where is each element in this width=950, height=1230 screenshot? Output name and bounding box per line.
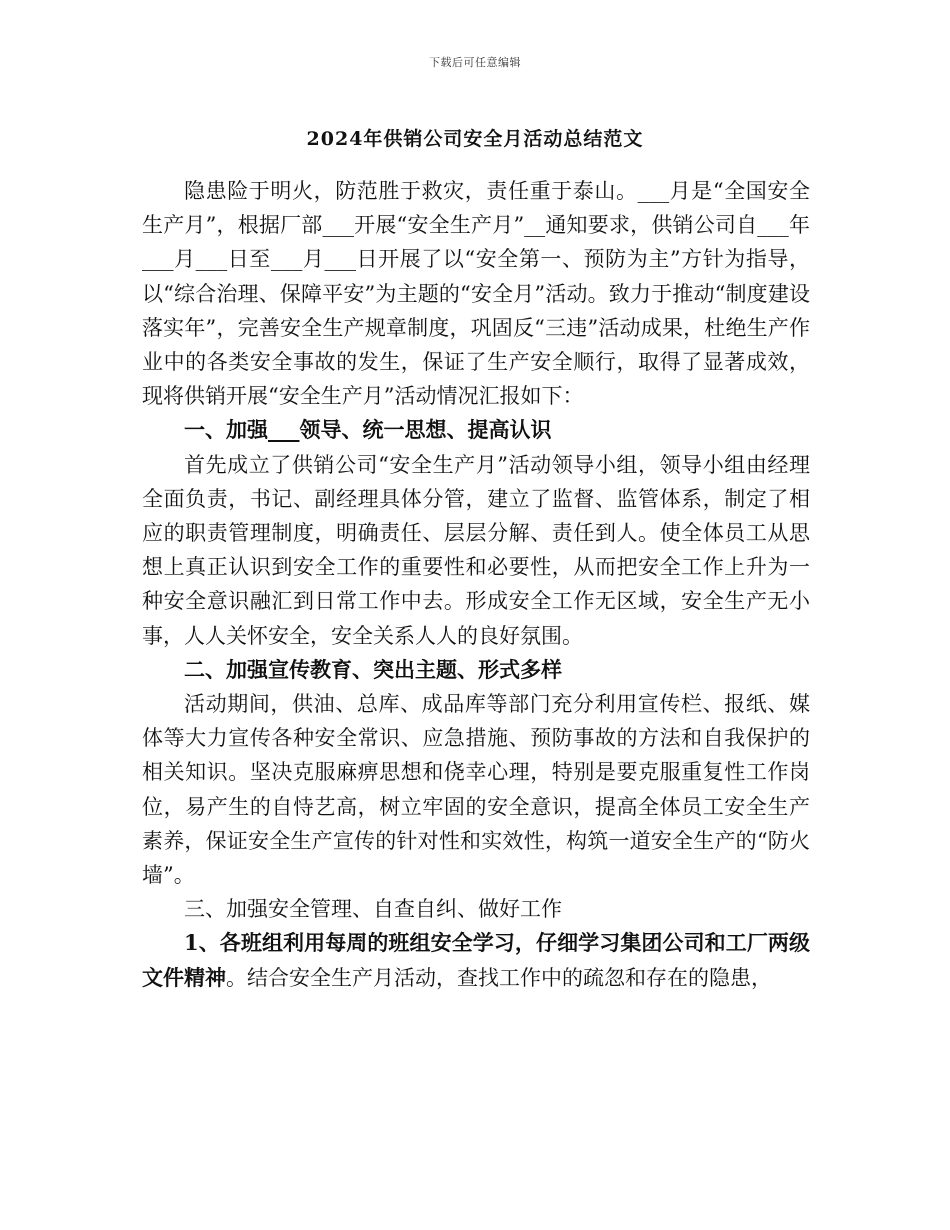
item-1-rest: 。结合安全生产月活动，查找工作中的疏忽和存在的隐患， xyxy=(226,965,772,990)
item-1-lead: 1、各班组利用每周的班组安全学习，仔细学习集团公司和工厂两级文件精神 xyxy=(142,930,810,990)
intro-paragraph: 隐患险于明火，防范胜于救灾，责任重于泰山。___月是“全国安全生产月”，根据厂部___开展“安全生产月”__通知要求，供销公司自___年___月___日至___月___日开展了以“安全第一、预防为主”方针为指导，以“综合治理、保障平安”为主题的“安全月”活动。致力于推动“制度建设落实年”，完善安全生产规章制度，巩固反“三违”活动成果，杜绝生产作业中的各类安全事故的发生，保证了生产安全顺行，取得了显著成效，现将供销开展“安全生产月”活动情况汇报如下： xyxy=(142,179,810,409)
section-heading-2: 二、加强宣传教育、突出主题、形式多样 xyxy=(184,656,562,682)
section-body-1: 首先成立了供销公司“安全生产月”活动领导小组，领导小组由经理全面负责，书记、副经理具体分管，建立了监督、监管体系，制定了相应的职责管理制度，明确责任、层层分解、责任到人。使全体员工从思想上真正认识到安全工作的重要性和必要性，从而把安全工作上升为一种安全意识融汇到日常工作中去。形成安全工作无区域，安全生产无小事，人人关怀安全，安全关系人人的良好氛围。 xyxy=(142,452,810,648)
page-header-note: 下载后可任意编辑 xyxy=(429,56,521,69)
section-heading-1: 一、加强___领导、统一思想、提高认识 xyxy=(184,417,552,443)
document-body xyxy=(142,174,810,995)
section-body-2: 活动期间，供油、总库、成品库等部门充分利用宣传栏、报纸、媒体等大力宣传各种安全常识、应急措施、预防事故的方法和自我保护的相关知识。坚决克服麻痹思想和侥幸心理，特别是要克服重复性工作岗位，易产生的自恃艺高，树立牢固的安全意识，提高全体员工安全生产素养，保证安全生产宣传的针对性和实效性，构筑一道安全生产的“防火墙”。 xyxy=(142,692,810,888)
document-title: 2024年供销公司安全月活动总结范文 xyxy=(306,128,644,150)
section-heading-3: 三、加强安全管理、自查自纠、做好工作 xyxy=(184,897,562,922)
item-1-paragraph xyxy=(142,926,810,994)
